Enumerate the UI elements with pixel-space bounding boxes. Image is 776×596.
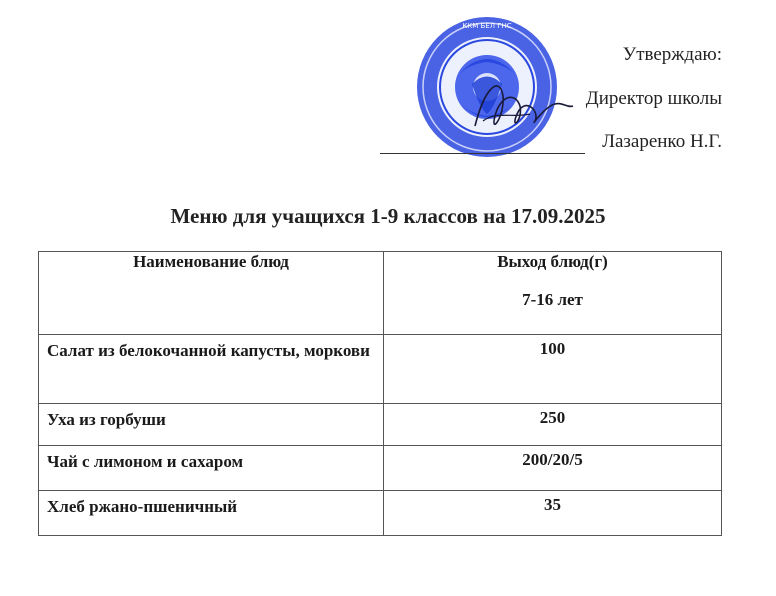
approval-position: Директор школы bbox=[585, 88, 722, 109]
menu-title: Меню для учащихся 1-9 классов на 17.09.2025 bbox=[170, 204, 606, 228]
dish-output: 200/20/5 bbox=[384, 446, 722, 491]
menu-table bbox=[38, 251, 722, 536]
table-header-row bbox=[39, 252, 722, 335]
dish-name: Хлеб ржано-пшеничный bbox=[39, 491, 384, 536]
dish-output: 35 bbox=[384, 491, 722, 536]
dish-name: Чай с лимоном и сахаром bbox=[39, 446, 384, 491]
approval-director-name: Лазаренко Н.Г. bbox=[602, 131, 722, 152]
dish-output: 100 bbox=[384, 335, 722, 404]
header-dish-name: Наименование блюд bbox=[39, 252, 384, 335]
header-output-label: Выход блюд(г) bbox=[497, 252, 608, 271]
signature-line bbox=[380, 153, 585, 154]
approval-heading: Утверждаю: bbox=[622, 44, 722, 65]
dish-name: Салат из белокочанной капусты, моркови bbox=[39, 335, 384, 404]
table-row bbox=[39, 446, 722, 491]
table-row bbox=[39, 404, 722, 446]
header-age-group: 7-16 лет bbox=[522, 290, 583, 309]
svg-text:ККМ БЕЛ ГНС: ККМ БЕЛ ГНС bbox=[462, 22, 512, 30]
header-output bbox=[384, 252, 722, 335]
table-row bbox=[39, 491, 722, 536]
table-row bbox=[39, 335, 722, 404]
dish-name: Уха из горбуши bbox=[39, 404, 384, 446]
dish-output: 250 bbox=[384, 404, 722, 446]
director-signature bbox=[455, 66, 595, 146]
